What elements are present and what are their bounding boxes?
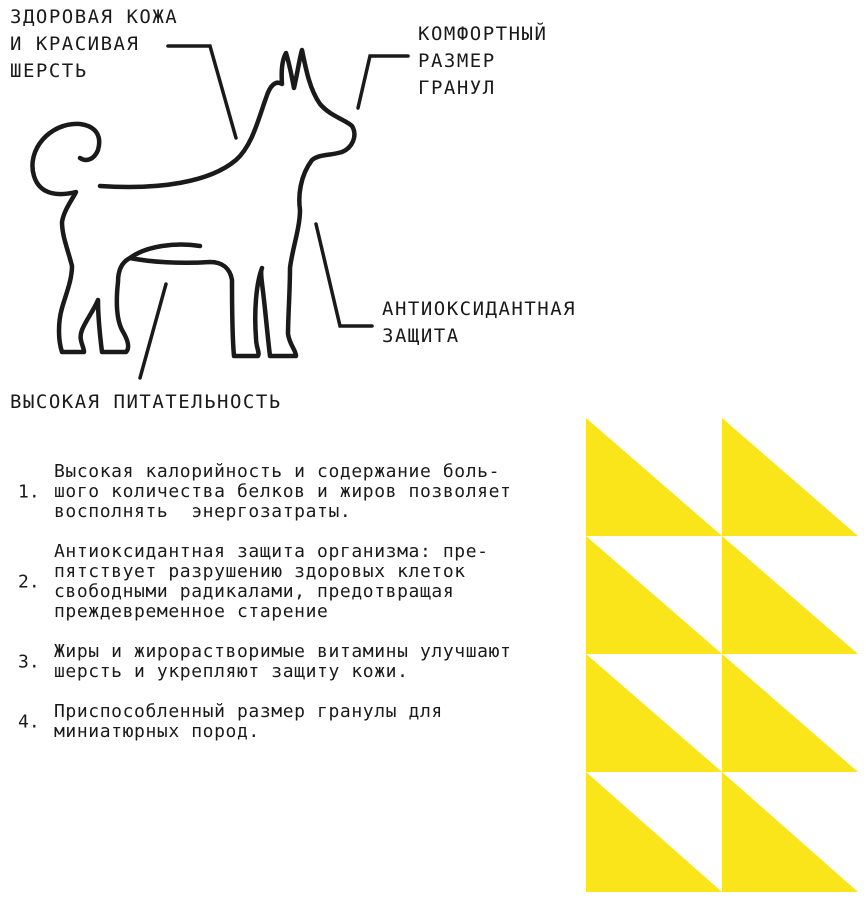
- benefits-list: [16, 462, 586, 762]
- benefit-text: Жиры и жирорастворимые витамины улучшают шерсть и укрепляют защиту кожи.: [54, 641, 512, 682]
- triangle-shape: [586, 536, 722, 654]
- callout-line-granule: [358, 56, 408, 108]
- triangle-pattern: [586, 418, 858, 892]
- triangle-shape: [586, 418, 722, 536]
- benefit-item-3: [16, 642, 586, 682]
- benefit-text: Антиоксидантная защита организма: пре- пятствует разрушению здоровых клеток свободными радикалами, предотвращая преждевременное старение: [54, 541, 489, 622]
- triangle-shape: [722, 418, 858, 536]
- callout-antioxidant: АНТИОКСИДАНТНАЯ ЗАЩИТА: [382, 298, 577, 347]
- benefit-text: Приспособленный размер гранулы для миниатюрных пород.: [54, 701, 443, 742]
- triangle-shape: [586, 772, 722, 892]
- benefit-item-4: [16, 702, 586, 742]
- benefit-item-1: [16, 462, 586, 522]
- triangle-shape: [722, 772, 858, 892]
- triangle-shape: [722, 654, 858, 772]
- callout-line-antiox: [316, 224, 372, 326]
- benefit-item-2: [16, 542, 586, 622]
- triangle-shape: [722, 536, 858, 654]
- callout-granule-size: КОМФОРТНЫЙ РАЗМЕР ГРАНУЛ: [418, 23, 548, 99]
- benefit-number: 3.: [18, 651, 40, 673]
- benefit-number: 2.: [18, 571, 40, 593]
- dog-outline-icon: [32, 50, 354, 356]
- benefit-number: 4.: [18, 711, 40, 733]
- benefit-text: Высокая калорийность и содержание боль- шого количества белков и жиров позволяет восполнять энергозатраты.: [54, 461, 512, 522]
- callout-line-nutrition: [140, 284, 166, 378]
- triangle-pattern-group: [586, 418, 858, 892]
- triangle-shape: [586, 654, 722, 772]
- benefit-number: 1.: [18, 481, 40, 503]
- callout-skin-coat: ЗДОРОВАЯ КОЖА И КРАСИВАЯ ШЕРСТЬ: [10, 6, 179, 82]
- callout-nutrition: ВЫСОКАЯ ПИТАТЕЛЬНОСТЬ: [10, 391, 282, 413]
